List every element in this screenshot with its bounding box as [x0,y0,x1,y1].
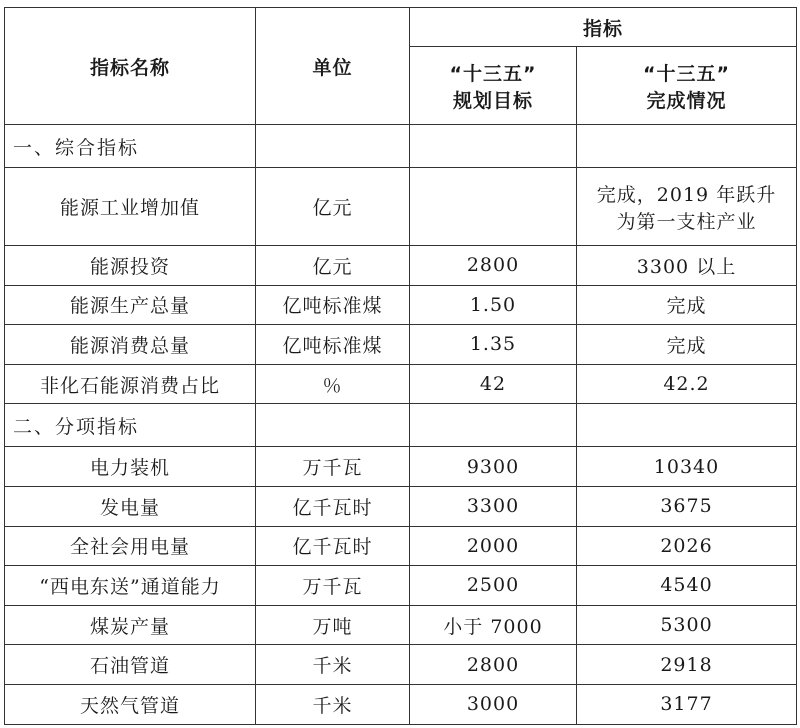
table-row [5,486,797,526]
completion-line1: 2026 [660,534,713,557]
cell-plan-target: 9300 [410,447,577,487]
completion-line1: 5300 [660,614,713,637]
completion-line1: 3675 [660,495,713,518]
header-completion [577,47,797,125]
cell-unit: 亿元 [256,168,410,246]
cell-plan-target: 1.35 [410,325,577,365]
table-row [5,526,797,566]
header-plan-target-line2: 规划目标 [452,89,533,112]
section-title: 二、分项指标 [5,404,256,447]
table-body [5,125,797,725]
header-indicator-name: 指标名称 [5,8,256,125]
cell-completion [577,246,797,286]
cell-completion [577,364,797,404]
cell-plan-target: 2800 [410,246,577,286]
cell-indicator-name: “西电东送”通道能力 [5,566,256,606]
completion-line1: 10340 [653,455,720,478]
cell-unit: 亿千瓦时 [256,486,410,526]
cell-plan-target: 小于 7000 [410,605,577,645]
cell-indicator-name: 发电量 [5,486,256,526]
empty-cell [256,125,410,168]
cell-completion [577,645,797,685]
cell-unit: 万吨 [256,605,410,645]
cell-indicator-name: 电力装机 [5,447,256,487]
cell-plan-target: 2500 [410,566,577,606]
completion-line1: 完成，2019 年跃升 [596,183,777,206]
cell-unit: 千米 [256,645,410,685]
cell-plan-target [410,168,577,246]
cell-plan-target: 3300 [410,486,577,526]
completion-line1: 4540 [660,574,713,597]
cell-unit: 亿吨标准煤 [256,325,410,365]
cell-plan-target: 2000 [410,526,577,566]
completion-line1: 完成 [666,334,707,357]
cell-completion [577,566,797,606]
cell-indicator-name: 能源投资 [5,246,256,286]
indicator-table [4,7,797,725]
section-row [5,125,797,168]
empty-cell [256,404,410,447]
cell-unit: 万千瓦 [256,566,410,606]
cell-completion [577,285,797,325]
cell-indicator-name: 能源消费总量 [5,325,256,365]
empty-cell [410,125,577,168]
header-unit: 单位 [256,8,410,125]
cell-plan-target: 42 [410,364,577,404]
header-completion-line2: 完成情况 [646,89,727,112]
completion-line1: 3177 [660,693,713,716]
cell-indicator-name: 能源生产总量 [5,285,256,325]
table-row [5,246,797,286]
header-completion-line1: “十三五” [643,62,730,85]
cell-unit: 亿千瓦时 [256,526,410,566]
cell-indicator-name: 非化石能源消费占比 [5,364,256,404]
cell-plan-target: 2800 [410,645,577,685]
cell-unit: ％ [256,364,410,404]
table-row [5,566,797,606]
table-row [5,447,797,487]
cell-unit: 亿吨标准煤 [256,285,410,325]
cell-completion [577,447,797,487]
table-row [5,364,797,404]
cell-completion [577,605,797,645]
cell-unit: 千米 [256,684,410,724]
table-row [5,645,797,685]
cell-unit: 亿元 [256,246,410,286]
cell-completion [577,325,797,365]
completion-line1: 3300 以上 [636,255,737,278]
empty-cell [577,404,797,447]
completion-line2: 为第一支柱产业 [616,210,757,233]
cell-unit: 万千瓦 [256,447,410,487]
cell-completion [577,168,797,246]
table-row [5,684,797,724]
cell-plan-target: 3000 [410,684,577,724]
table-row [5,285,797,325]
empty-cell [577,125,797,168]
cell-indicator-name: 煤炭产量 [5,605,256,645]
cell-plan-target: 1.50 [410,285,577,325]
table-row [5,605,797,645]
completion-line1: 2918 [660,653,713,676]
completion-line1: 完成 [666,295,707,318]
table-row [5,325,797,365]
cell-indicator-name: 能源工业增加值 [5,168,256,246]
cell-indicator-name: 全社会用电量 [5,526,256,566]
cell-indicator-name: 天然气管道 [5,684,256,724]
section-row [5,404,797,447]
header-indicator: 指标 [410,8,797,47]
empty-cell [410,404,577,447]
cell-completion [577,486,797,526]
cell-completion [577,526,797,566]
header-plan-target-line1: “十三五” [449,62,537,85]
section-title: 一、综合指标 [5,125,256,168]
table-row [5,168,797,246]
completion-line1: 42.2 [663,373,710,396]
cell-indicator-name: 石油管道 [5,645,256,685]
cell-completion [577,684,797,724]
header-plan-target [410,47,577,125]
